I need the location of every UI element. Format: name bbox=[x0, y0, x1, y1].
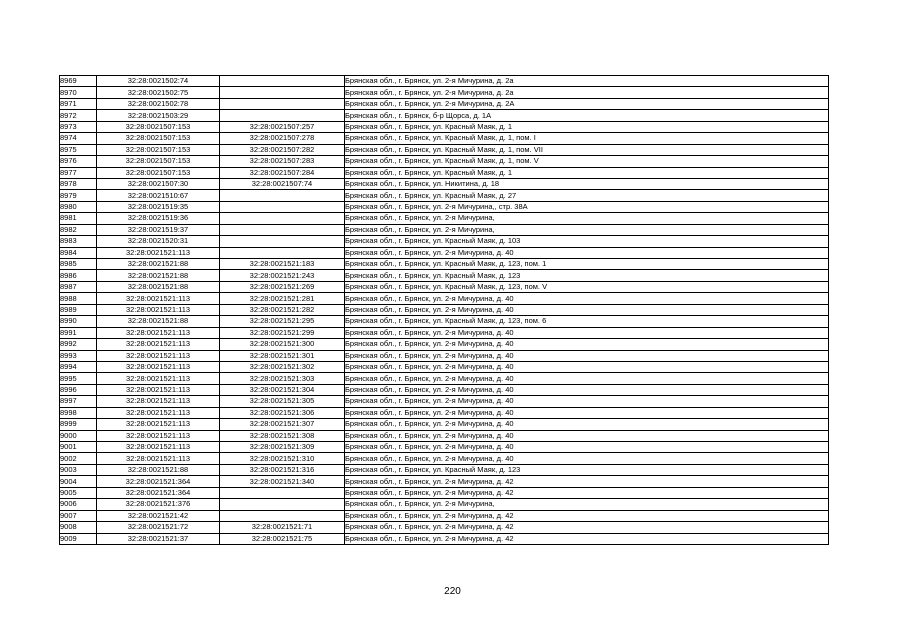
part-cadastral-number-cell bbox=[220, 110, 345, 121]
cadastral-number-cell: 32:28:0021507:30 bbox=[97, 178, 220, 189]
cadastral-number-cell: 32:28:0021502:74 bbox=[97, 76, 220, 87]
part-cadastral-number-cell: 32:28:0021507:278 bbox=[220, 133, 345, 144]
table-row bbox=[60, 121, 829, 132]
table-row bbox=[60, 224, 829, 235]
table-row bbox=[60, 510, 829, 521]
part-cadastral-number-cell: 32:28:0021521:305 bbox=[220, 396, 345, 407]
table-row bbox=[60, 281, 829, 292]
row-number-cell: 8981 bbox=[60, 213, 97, 224]
part-cadastral-number-cell: 32:28:0021521:295 bbox=[220, 316, 345, 327]
part-cadastral-number-cell: 32:28:0021521:269 bbox=[220, 281, 345, 292]
part-cadastral-number-cell bbox=[220, 213, 345, 224]
cadastral-number-cell: 32:28:0021507:153 bbox=[97, 133, 220, 144]
address-cell: Брянская обл., г. Брянск, ул. 2-я Мичурина, д. 40 bbox=[345, 407, 829, 418]
part-cadastral-number-cell: 32:28:0021521:301 bbox=[220, 350, 345, 361]
cadastral-number-cell: 32:28:0021521:88 bbox=[97, 259, 220, 270]
address-cell: Брянская обл., г. Брянск, ул. Красный Маяк, д. 1, пом. I bbox=[345, 133, 829, 144]
row-number-cell: 9009 bbox=[60, 533, 97, 544]
table-row bbox=[60, 178, 829, 189]
address-cell: Брянская обл., г. Брянск, ул. 2-я Мичурина, д. 2а bbox=[345, 87, 829, 98]
part-cadastral-number-cell bbox=[220, 87, 345, 98]
registry-table bbox=[59, 75, 829, 545]
cadastral-number-cell: 32:28:0021519:36 bbox=[97, 213, 220, 224]
address-cell: Брянская обл., г. Брянск, ул. 2-я Мичурина, д. 40 bbox=[345, 304, 829, 315]
row-number-cell: 8980 bbox=[60, 201, 97, 212]
address-cell: Брянская обл., г. Брянск, б-р Щорса, д. 1А bbox=[345, 110, 829, 121]
cadastral-number-cell: 32:28:0021521:42 bbox=[97, 510, 220, 521]
address-cell: Брянская обл., г. Брянск, ул. Красный Маяк, д. 1, пом. V bbox=[345, 156, 829, 167]
part-cadastral-number-cell: 32:28:0021521:75 bbox=[220, 533, 345, 544]
cadastral-number-cell: 32:28:0021502:78 bbox=[97, 98, 220, 109]
address-cell: Брянская обл., г. Брянск, ул. Красный Маяк, д. 1, пом. VII bbox=[345, 144, 829, 155]
table-row bbox=[60, 453, 829, 464]
address-cell: Брянская обл., г. Брянск, ул. 2-я Мичурина, д. 2а bbox=[345, 76, 829, 87]
part-cadastral-number-cell: 32:28:0021507:284 bbox=[220, 167, 345, 178]
cadastral-number-cell: 32:28:0021521:364 bbox=[97, 476, 220, 487]
cadastral-number-cell: 32:28:0021521:113 bbox=[97, 396, 220, 407]
table-row bbox=[60, 247, 829, 258]
row-number-cell: 8975 bbox=[60, 144, 97, 155]
part-cadastral-number-cell: 32:28:0021521:310 bbox=[220, 453, 345, 464]
part-cadastral-number-cell bbox=[220, 76, 345, 87]
cadastral-number-cell: 32:28:0021507:153 bbox=[97, 121, 220, 132]
row-number-cell: 8985 bbox=[60, 259, 97, 270]
row-number-cell: 9000 bbox=[60, 430, 97, 441]
table-row bbox=[60, 419, 829, 430]
cadastral-number-cell: 32:28:0021520:31 bbox=[97, 236, 220, 247]
address-cell: Брянская обл., г. Брянск, ул. 2-я Мичурина, д. 42 bbox=[345, 522, 829, 533]
table-row bbox=[60, 476, 829, 487]
cadastral-number-cell: 32:28:0021521:88 bbox=[97, 316, 220, 327]
row-number-cell: 8972 bbox=[60, 110, 97, 121]
address-cell: Брянская обл., г. Брянск, ул. 2-я Мичурина, д. 2А bbox=[345, 98, 829, 109]
row-number-cell: 8996 bbox=[60, 384, 97, 395]
cadastral-number-cell: 32:28:0021521:376 bbox=[97, 499, 220, 510]
part-cadastral-number-cell: 32:28:0021507:283 bbox=[220, 156, 345, 167]
row-number-cell: 9005 bbox=[60, 487, 97, 498]
cadastral-number-cell: 32:28:0021521:88 bbox=[97, 270, 220, 281]
address-cell: Брянская обл., г. Брянск, ул. 2-я Мичурина, bbox=[345, 224, 829, 235]
table-row bbox=[60, 293, 829, 304]
cadastral-number-cell: 32:28:0021521:113 bbox=[97, 361, 220, 372]
cadastral-number-cell: 32:28:0021510:67 bbox=[97, 190, 220, 201]
part-cadastral-number-cell bbox=[220, 190, 345, 201]
cadastral-number-cell: 32:28:0021521:37 bbox=[97, 533, 220, 544]
cadastral-number-cell: 32:28:0021507:153 bbox=[97, 167, 220, 178]
cadastral-number-cell: 32:28:0021507:153 bbox=[97, 144, 220, 155]
address-cell: Брянская обл., г. Брянск, ул. 2-я Мичурина, д. 40 bbox=[345, 350, 829, 361]
address-cell: Брянская обл., г. Брянск, ул. 2-я Мичурина, д. 40 bbox=[345, 396, 829, 407]
table-row bbox=[60, 442, 829, 453]
table-row bbox=[60, 213, 829, 224]
address-cell: Брянская обл., г. Брянск, ул. 2-я Мичурина,, стр. 38А bbox=[345, 201, 829, 212]
table-row bbox=[60, 144, 829, 155]
part-cadastral-number-cell: 32:28:0021521:316 bbox=[220, 464, 345, 475]
table-row bbox=[60, 110, 829, 121]
table-row bbox=[60, 236, 829, 247]
part-cadastral-number-cell: 32:28:0021521:281 bbox=[220, 293, 345, 304]
row-number-cell: 8979 bbox=[60, 190, 97, 201]
table-row bbox=[60, 533, 829, 544]
address-cell: Брянская обл., г. Брянск, ул. 2-я Мичурина, д. 40 bbox=[345, 293, 829, 304]
table-row bbox=[60, 76, 829, 87]
address-cell: Брянская обл., г. Брянск, ул. Красный Маяк, д. 123 bbox=[345, 464, 829, 475]
row-number-cell: 8998 bbox=[60, 407, 97, 418]
cadastral-number-cell: 32:28:0021521:88 bbox=[97, 464, 220, 475]
table-row bbox=[60, 316, 829, 327]
address-cell: Брянская обл., г. Брянск, ул. Красный Маяк, д. 1 bbox=[345, 121, 829, 132]
address-cell: Брянская обл., г. Брянск, ул. Красный Маяк, д. 123 bbox=[345, 270, 829, 281]
table-row bbox=[60, 339, 829, 350]
page-number: 220 bbox=[444, 586, 461, 597]
address-cell: Брянская обл., г. Брянск, ул. 2-я Мичурина, д. 42 bbox=[345, 533, 829, 544]
part-cadastral-number-cell: 32:28:0021521:183 bbox=[220, 259, 345, 270]
cadastral-number-cell: 32:28:0021521:113 bbox=[97, 293, 220, 304]
table-row bbox=[60, 487, 829, 498]
address-cell: Брянская обл., г. Брянск, ул. 2-я Мичурина, д. 40 bbox=[345, 361, 829, 372]
cadastral-number-cell: 32:28:0021521:364 bbox=[97, 487, 220, 498]
cadastral-number-cell: 32:28:0021521:88 bbox=[97, 281, 220, 292]
part-cadastral-number-cell bbox=[220, 98, 345, 109]
address-cell: Брянская обл., г. Брянск, ул. 2-я Мичурина, д. 40 bbox=[345, 442, 829, 453]
cadastral-number-cell: 32:28:0021521:113 bbox=[97, 373, 220, 384]
row-number-cell: 8971 bbox=[60, 98, 97, 109]
table-row bbox=[60, 499, 829, 510]
row-number-cell: 8992 bbox=[60, 339, 97, 350]
address-cell: Брянская обл., г. Брянск, ул. 2-я Мичурина, д. 40 bbox=[345, 247, 829, 258]
row-number-cell: 8999 bbox=[60, 419, 97, 430]
address-cell: Брянская обл., г. Брянск, ул. Красный Маяк, д. 123, пом. 6 bbox=[345, 316, 829, 327]
row-number-cell: 8969 bbox=[60, 76, 97, 87]
row-number-cell: 8978 bbox=[60, 178, 97, 189]
table-row bbox=[60, 201, 829, 212]
address-cell: Брянская обл., г. Брянск, ул. 2-я Мичурина, д. 40 bbox=[345, 430, 829, 441]
row-number-cell: 8973 bbox=[60, 121, 97, 132]
row-number-cell: 8976 bbox=[60, 156, 97, 167]
part-cadastral-number-cell: 32:28:0021521:306 bbox=[220, 407, 345, 418]
table-row bbox=[60, 304, 829, 315]
table-row bbox=[60, 522, 829, 533]
cadastral-number-cell: 32:28:0021507:153 bbox=[97, 156, 220, 167]
address-cell: Брянская обл., г. Брянск, ул. 2-я Мичурина, д. 42 bbox=[345, 487, 829, 498]
part-cadastral-number-cell: 32:28:0021521:302 bbox=[220, 361, 345, 372]
row-number-cell: 9006 bbox=[60, 499, 97, 510]
cadastral-number-cell: 32:28:0021521:113 bbox=[97, 327, 220, 338]
part-cadastral-number-cell bbox=[220, 247, 345, 258]
part-cadastral-number-cell bbox=[220, 510, 345, 521]
table-row bbox=[60, 98, 829, 109]
part-cadastral-number-cell: 32:28:0021507:282 bbox=[220, 144, 345, 155]
part-cadastral-number-cell bbox=[220, 236, 345, 247]
part-cadastral-number-cell: 32:28:0021507:257 bbox=[220, 121, 345, 132]
cadastral-number-cell: 32:28:0021521:113 bbox=[97, 430, 220, 441]
cadastral-number-cell: 32:28:0021521:72 bbox=[97, 522, 220, 533]
address-cell: Брянская обл., г. Брянск, ул. 2-я Мичурина, bbox=[345, 213, 829, 224]
cadastral-number-cell: 32:28:0021519:35 bbox=[97, 201, 220, 212]
address-cell: Брянская обл., г. Брянск, ул. 2-я Мичурина, д. 40 bbox=[345, 419, 829, 430]
address-cell: Брянская обл., г. Брянск, ул. Красный Маяк, д. 123, пом. 1 bbox=[345, 259, 829, 270]
cadastral-number-cell: 32:28:0021521:113 bbox=[97, 407, 220, 418]
part-cadastral-number-cell bbox=[220, 201, 345, 212]
row-number-cell: 9001 bbox=[60, 442, 97, 453]
table-row bbox=[60, 384, 829, 395]
part-cadastral-number-cell: 32:28:0021521:304 bbox=[220, 384, 345, 395]
table-row bbox=[60, 361, 829, 372]
address-cell: Брянская обл., г. Брянск, ул. 2-я Мичурина, д. 42 bbox=[345, 476, 829, 487]
row-number-cell: 9002 bbox=[60, 453, 97, 464]
part-cadastral-number-cell: 32:28:0021521:282 bbox=[220, 304, 345, 315]
table-row bbox=[60, 464, 829, 475]
part-cadastral-number-cell: 32:28:0021521:71 bbox=[220, 522, 345, 533]
row-number-cell: 8995 bbox=[60, 373, 97, 384]
address-cell: Брянская обл., г. Брянск, ул. 2-я Мичурина, д. 40 bbox=[345, 384, 829, 395]
row-number-cell: 8984 bbox=[60, 247, 97, 258]
row-number-cell: 9004 bbox=[60, 476, 97, 487]
row-number-cell: 8977 bbox=[60, 167, 97, 178]
table-row bbox=[60, 259, 829, 270]
cadastral-number-cell: 32:28:0021521:113 bbox=[97, 384, 220, 395]
cadastral-number-cell: 32:28:0021521:113 bbox=[97, 419, 220, 430]
row-number-cell: 8974 bbox=[60, 133, 97, 144]
table-row bbox=[60, 407, 829, 418]
row-number-cell: 9003 bbox=[60, 464, 97, 475]
cadastral-number-cell: 32:28:0021521:113 bbox=[97, 304, 220, 315]
table-row bbox=[60, 430, 829, 441]
address-cell: Брянская обл., г. Брянск, ул. Красный Маяк, д. 123, пом. V bbox=[345, 281, 829, 292]
address-cell: Брянская обл., г. Брянск, ул. 2-я Мичурина, bbox=[345, 499, 829, 510]
row-number-cell: 8997 bbox=[60, 396, 97, 407]
row-number-cell: 9008 bbox=[60, 522, 97, 533]
table-row bbox=[60, 156, 829, 167]
address-cell: Брянская обл., г. Брянск, ул. Красный Маяк, д. 103 bbox=[345, 236, 829, 247]
registry-table-body bbox=[60, 76, 829, 545]
row-number-cell: 8987 bbox=[60, 281, 97, 292]
address-cell: Брянская обл., г. Брянск, ул. Никитина, д. 18 bbox=[345, 178, 829, 189]
part-cadastral-number-cell: 32:28:0021521:340 bbox=[220, 476, 345, 487]
table-row bbox=[60, 167, 829, 178]
part-cadastral-number-cell: 32:28:0021521:303 bbox=[220, 373, 345, 384]
part-cadastral-number-cell bbox=[220, 487, 345, 498]
cadastral-number-cell: 32:28:0021502:75 bbox=[97, 87, 220, 98]
part-cadastral-number-cell: 32:28:0021521:307 bbox=[220, 419, 345, 430]
table-row bbox=[60, 133, 829, 144]
table-row bbox=[60, 270, 829, 281]
address-cell: Брянская обл., г. Брянск, ул. 2-я Мичурина, д. 40 bbox=[345, 327, 829, 338]
part-cadastral-number-cell bbox=[220, 499, 345, 510]
address-cell: Брянская обл., г. Брянск, ул. 2-я Мичурина, д. 40 bbox=[345, 453, 829, 464]
part-cadastral-number-cell: 32:28:0021521:308 bbox=[220, 430, 345, 441]
row-number-cell: 8989 bbox=[60, 304, 97, 315]
address-cell: Брянская обл., г. Брянск, ул. 2-я Мичурина, д. 40 bbox=[345, 339, 829, 350]
part-cadastral-number-cell: 32:28:0021507:74 bbox=[220, 178, 345, 189]
table-row bbox=[60, 87, 829, 98]
part-cadastral-number-cell: 32:28:0021521:300 bbox=[220, 339, 345, 350]
cadastral-number-cell: 32:28:0021521:113 bbox=[97, 247, 220, 258]
cadastral-number-cell: 32:28:0021503:29 bbox=[97, 110, 220, 121]
row-number-cell: 8982 bbox=[60, 224, 97, 235]
address-cell: Брянская обл., г. Брянск, ул. Красный Маяк, д. 27 bbox=[345, 190, 829, 201]
table-row bbox=[60, 396, 829, 407]
address-cell: Брянская обл., г. Брянск, ул. Красный Маяк, д. 1 bbox=[345, 167, 829, 178]
part-cadastral-number-cell: 32:28:0021521:309 bbox=[220, 442, 345, 453]
part-cadastral-number-cell: 32:28:0021521:299 bbox=[220, 327, 345, 338]
table-row bbox=[60, 350, 829, 361]
part-cadastral-number-cell: 32:28:0021521:243 bbox=[220, 270, 345, 281]
row-number-cell: 8986 bbox=[60, 270, 97, 281]
row-number-cell: 8983 bbox=[60, 236, 97, 247]
row-number-cell: 8970 bbox=[60, 87, 97, 98]
row-number-cell: 9007 bbox=[60, 510, 97, 521]
cadastral-number-cell: 32:28:0021521:113 bbox=[97, 442, 220, 453]
row-number-cell: 8991 bbox=[60, 327, 97, 338]
row-number-cell: 8990 bbox=[60, 316, 97, 327]
cadastral-number-cell: 32:28:0021521:113 bbox=[97, 453, 220, 464]
address-cell: Брянская обл., г. Брянск, ул. 2-я Мичурина, д. 42 bbox=[345, 510, 829, 521]
table-row bbox=[60, 190, 829, 201]
row-number-cell: 8988 bbox=[60, 293, 97, 304]
cadastral-number-cell: 32:28:0021521:113 bbox=[97, 350, 220, 361]
address-cell: Брянская обл., г. Брянск, ул. 2-я Мичурина, д. 40 bbox=[345, 373, 829, 384]
cadastral-number-cell: 32:28:0021521:113 bbox=[97, 339, 220, 350]
row-number-cell: 8994 bbox=[60, 361, 97, 372]
part-cadastral-number-cell bbox=[220, 224, 345, 235]
table-row bbox=[60, 327, 829, 338]
cadastral-number-cell: 32:28:0021519:37 bbox=[97, 224, 220, 235]
table-row bbox=[60, 373, 829, 384]
row-number-cell: 8993 bbox=[60, 350, 97, 361]
